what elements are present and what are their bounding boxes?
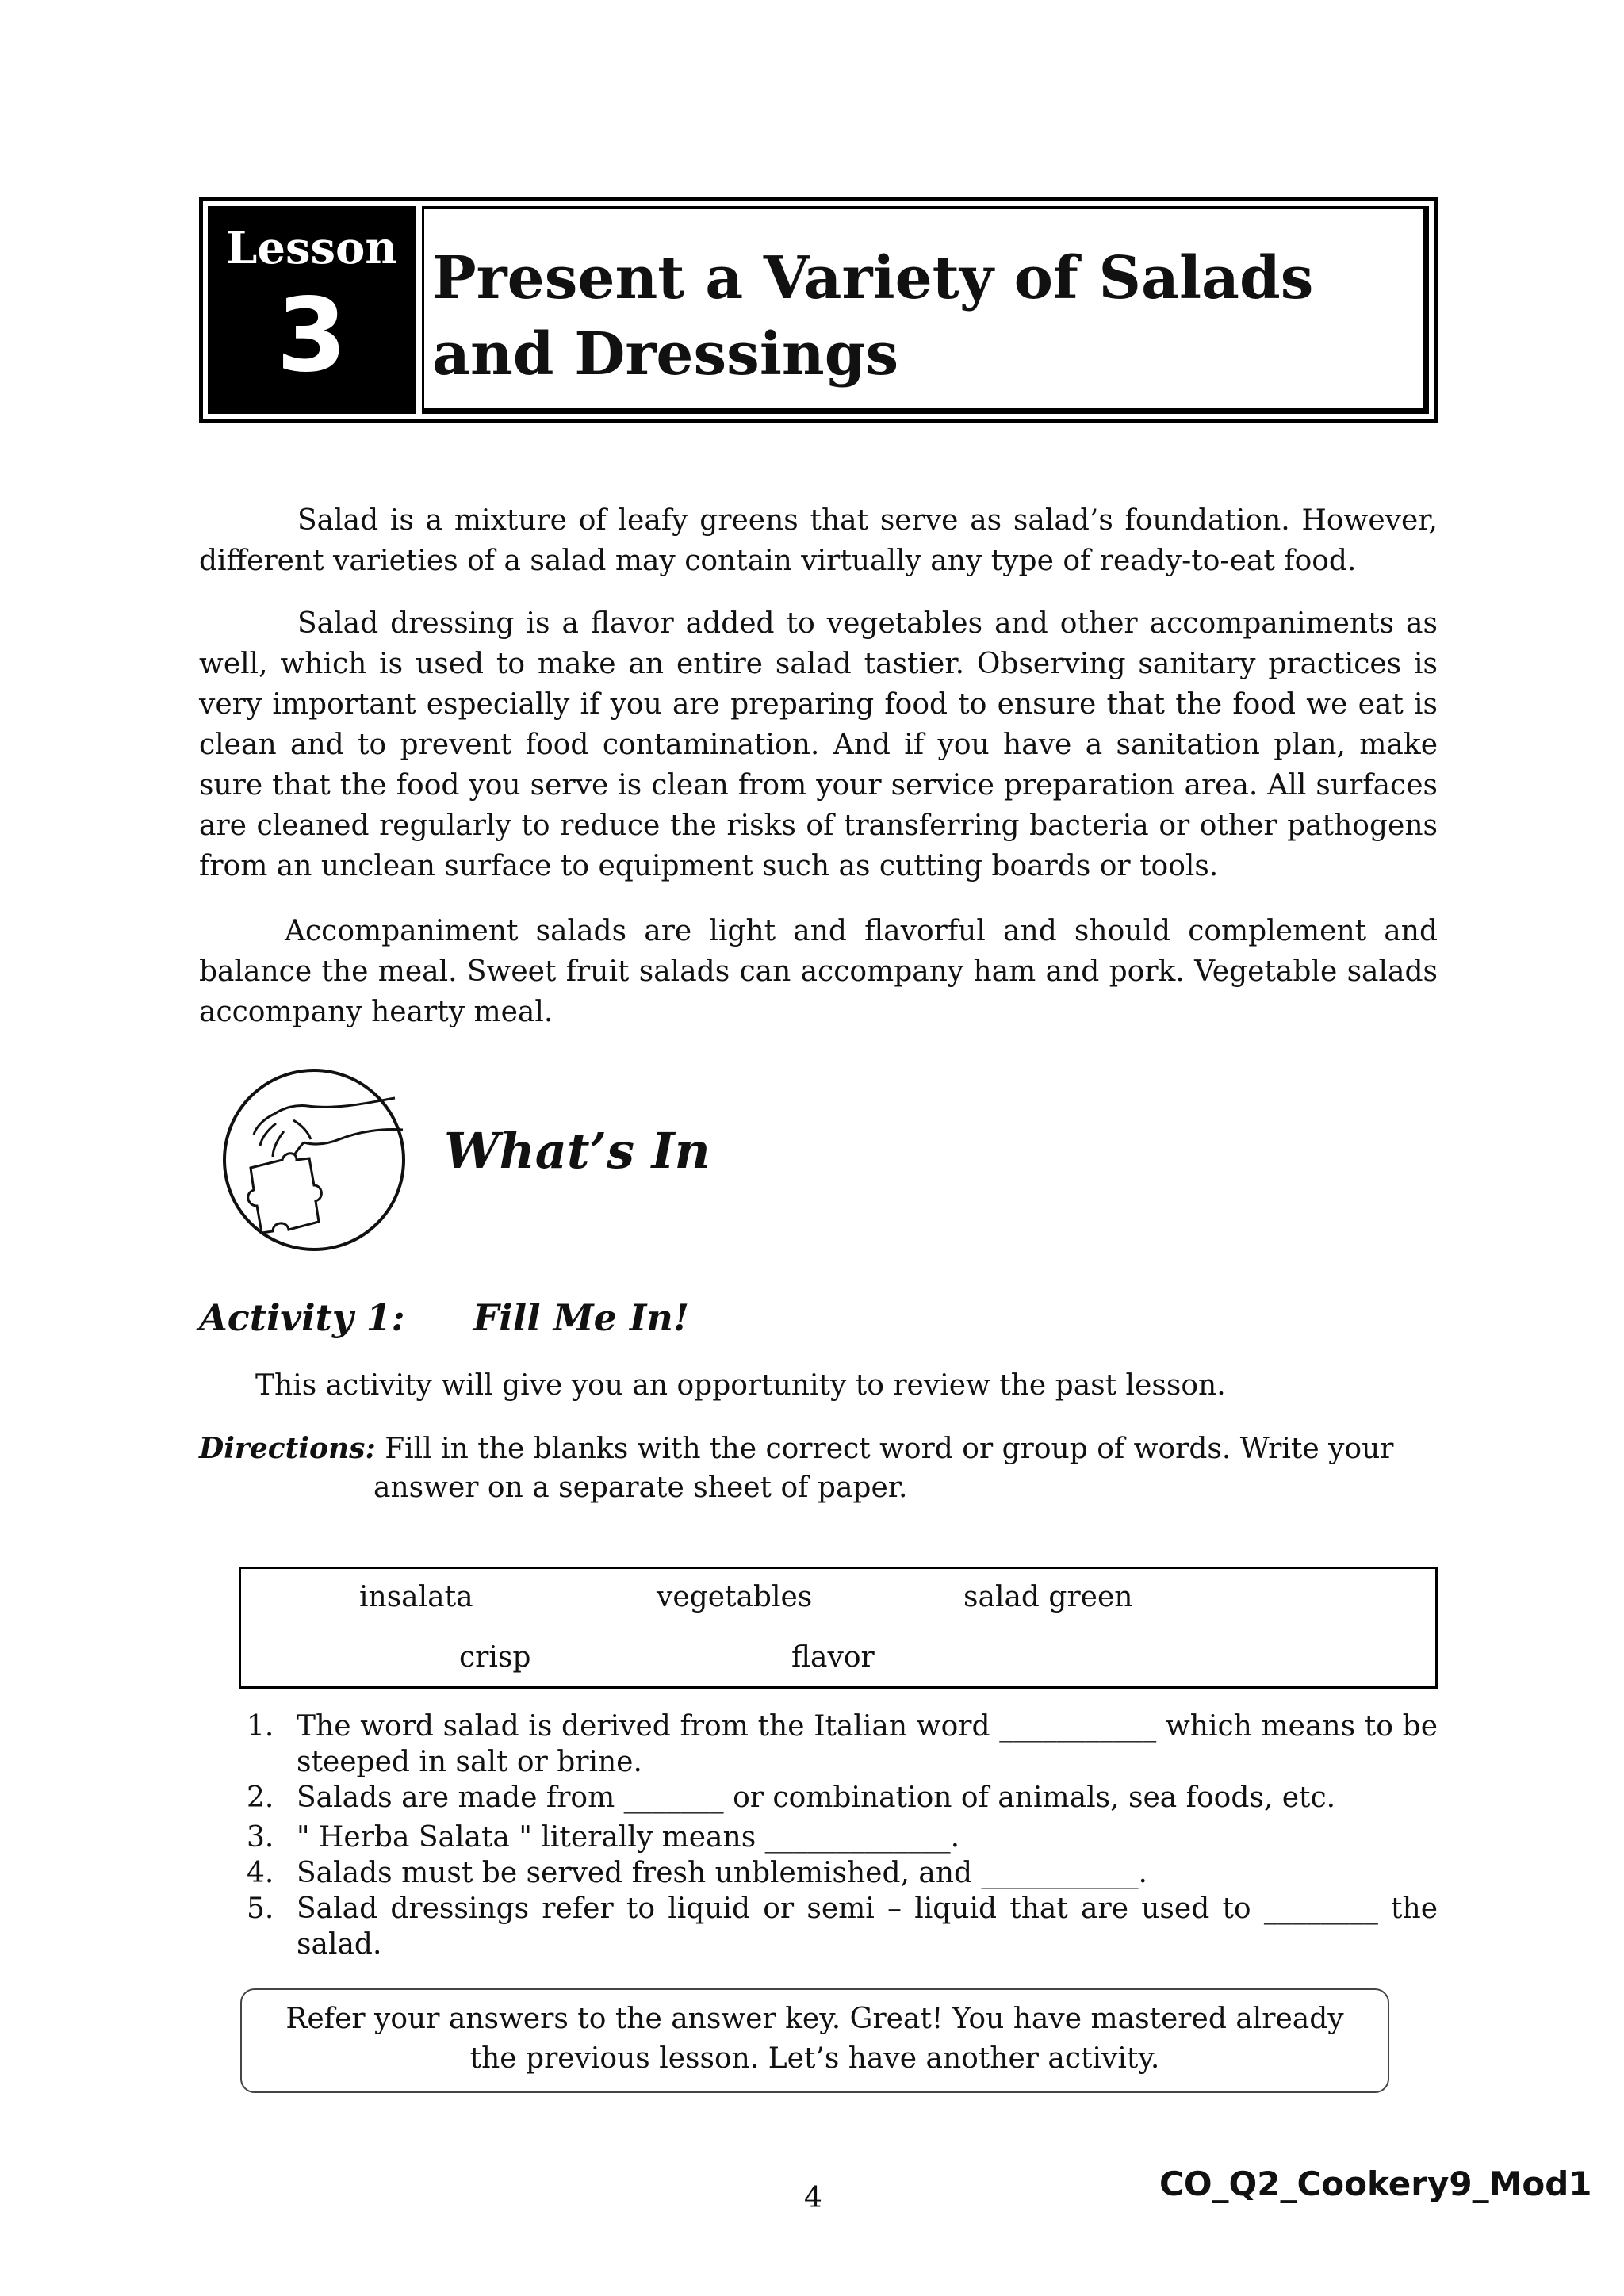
lesson-number: 3 (276, 277, 347, 395)
lesson-title-box (422, 206, 1429, 414)
list-item (199, 1709, 1438, 1780)
paragraph-text: Salad is a mixture of leafy greens that serve as salad’s foundation. However, different varieties of a salad may contain virtually any type of ready-to-eat food. (199, 504, 1438, 577)
section-heading: What’s In (444, 1122, 710, 1180)
directions-text-line1: Fill in the blanks with the correct word or group of words. Write your (385, 1433, 1394, 1465)
list-item (199, 1855, 1438, 1891)
question-number: 1. (247, 1710, 274, 1743)
word-bank-item: crisp (459, 1641, 531, 1674)
word-bank-item: salad green (963, 1581, 1133, 1613)
word-bank-item: flavor (791, 1641, 875, 1674)
note-line1: Refer your answers to the answer key. Great! You have mastered already (285, 2003, 1344, 2035)
activity-heading (199, 1296, 689, 1339)
list-item (199, 1780, 1438, 1816)
question-number: 5. (247, 1892, 274, 1925)
hand-puzzle-piece-icon (220, 1066, 408, 1253)
question-number: 3. (247, 1821, 274, 1854)
accompaniment-paragraph (199, 911, 1438, 1032)
directions (199, 1429, 1438, 1507)
page-number: 4 (804, 2182, 822, 2214)
note-line2: the previous lesson. Let’s have another activity. (469, 2042, 1160, 2075)
list-item (199, 1820, 1438, 1855)
word-bank-item: insalata (359, 1581, 473, 1613)
question-text: The word salad is derived from the Italian word ___________ which means to be steeped in salt or brine. (297, 1710, 1438, 1778)
directions-text-line2: answer on a separate sheet of paper. (373, 1471, 908, 1504)
activity-label: Activity 1: (199, 1296, 405, 1339)
question-text: Salads must be served fresh unblemished, and ___________. (297, 1857, 1147, 1889)
lesson-title-line2: and Dressings (432, 320, 899, 388)
directions-label: Directions: (199, 1432, 376, 1465)
module-code: CO_Q2_Cookery9_Mod1 (1159, 2164, 1592, 2203)
lesson-title-line1: Present a Variety of Salads (432, 244, 1314, 312)
dressing-paragraph (199, 603, 1438, 886)
lesson-number-box (208, 206, 416, 414)
list-item (199, 1891, 1438, 1962)
question-text: Salads are made from _______ or combination of animals, sea foods, etc. (297, 1781, 1336, 1814)
question-list (199, 1709, 1438, 1962)
question-number: 4. (247, 1857, 274, 1889)
paragraph-text: Salad dressing is a flavor added to vegetables and other accompaniments as well, which is used to make an entire salad tastier. Observing sanitary practices is very important especially if you are preparing food to ensure that the food we eat is clean and to prevent food contamination. And if you have a sanitation plan, make sure that the food you serve is clean from your service preparation area. All surfaces are cleaned regularly to reduce the risks of transferring bacteria or other pathogens from an unclean surface to equipment such as cutting boards or tools. (199, 607, 1438, 882)
question-text: " Herba Salata " literally means _____________. (297, 1821, 960, 1854)
lesson-label: Lesson (225, 222, 398, 274)
question-text: Salad dressings refer to liquid or semi – liquid that are used to ________ the salad. (297, 1892, 1438, 1961)
word-bank (239, 1567, 1438, 1689)
activity-title: Fill Me In! (473, 1296, 690, 1339)
lesson-title (432, 240, 1400, 392)
paragraph-text: Accompaniment salads are light and flavorful and should complement and balance the meal. Sweet fruit salads can accompany ham and pork. Vegetable salads accompany hearty meal. (199, 915, 1438, 1028)
word-bank-item: vegetables (657, 1581, 813, 1613)
question-number: 2. (247, 1781, 274, 1814)
intro-paragraph (199, 500, 1438, 581)
activity-intro: This activity will give you an opportunity to review the past lesson. (255, 1369, 1226, 1402)
lesson-header (199, 197, 1438, 423)
answer-key-note (240, 1988, 1389, 2093)
